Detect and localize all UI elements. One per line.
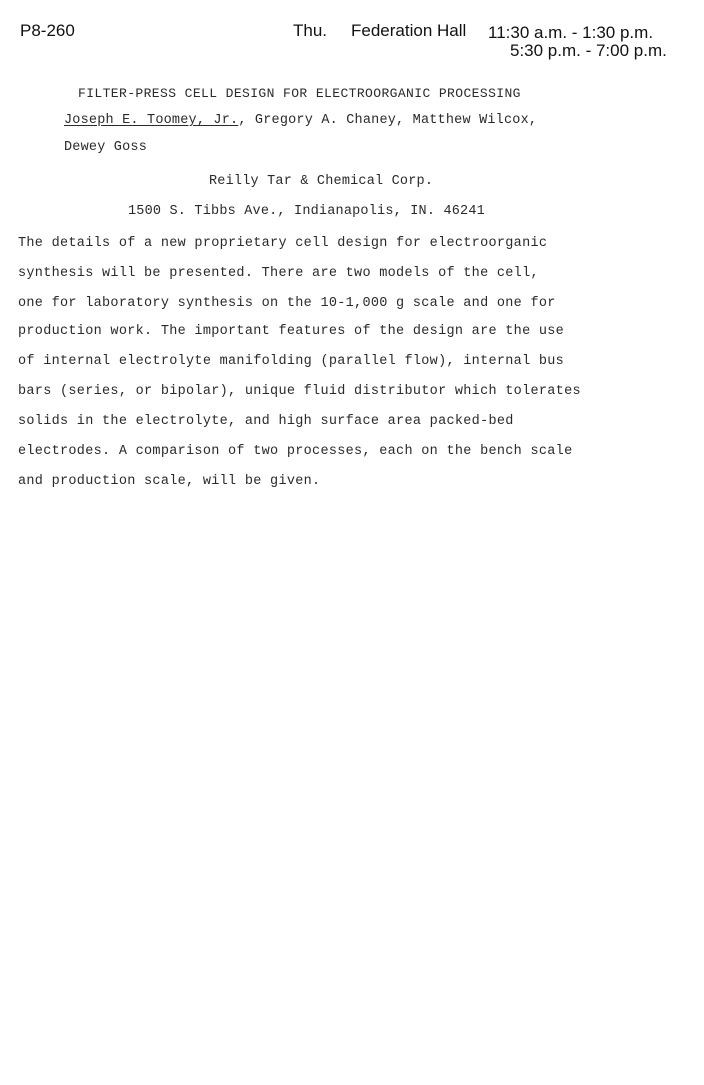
- body-line: and production scale, will be given.: [18, 474, 321, 489]
- co-authors: , Gregory A. Chaney, Matthew Wilcox,: [238, 113, 538, 128]
- body-line: of internal electrolyte manifolding (parallel flow), internal bus: [18, 354, 565, 369]
- session-time-1: 11:30 a.m. - 1:30 p.m.: [488, 23, 654, 42]
- session-code: P8-260: [20, 21, 75, 40]
- body-line: electrodes. A comparison of two processes, each on the bench scale: [18, 444, 573, 459]
- organization: Reilly Tar & Chemical Corp.: [209, 174, 434, 189]
- body-line: one for laboratory synthesis on the 10-1,000 g scale and one for: [18, 296, 556, 311]
- presenting-author: Joseph E. Toomey, Jr.: [64, 113, 239, 128]
- authors-line-2: Dewey Goss: [64, 140, 148, 155]
- address: 1500 S. Tibbs Ave., Indianapolis, IN. 46241: [128, 204, 485, 219]
- body-line: The details of a new proprietary cell design for electroorganic: [18, 236, 548, 251]
- body-line: bars (series, or bipolar), unique fluid distributor which tolerates: [18, 384, 581, 399]
- body-line: synthesis will be presented. There are two models of the cell,: [18, 266, 539, 281]
- authors-line-1: [64, 113, 537, 128]
- abstract-title: FILTER-PRESS CELL DESIGN FOR ELECTROORGANIC PROCESSING: [78, 86, 521, 101]
- body-line: solids in the electrolyte, and high surface area packed-bed: [18, 414, 514, 429]
- session-day: Thu.: [293, 21, 328, 40]
- body-line: production work. The important features of the design are the use: [18, 324, 565, 339]
- session-location: Federation Hall: [351, 21, 467, 40]
- session-time-2: 5:30 p.m. - 7:00 p.m.: [510, 41, 667, 60]
